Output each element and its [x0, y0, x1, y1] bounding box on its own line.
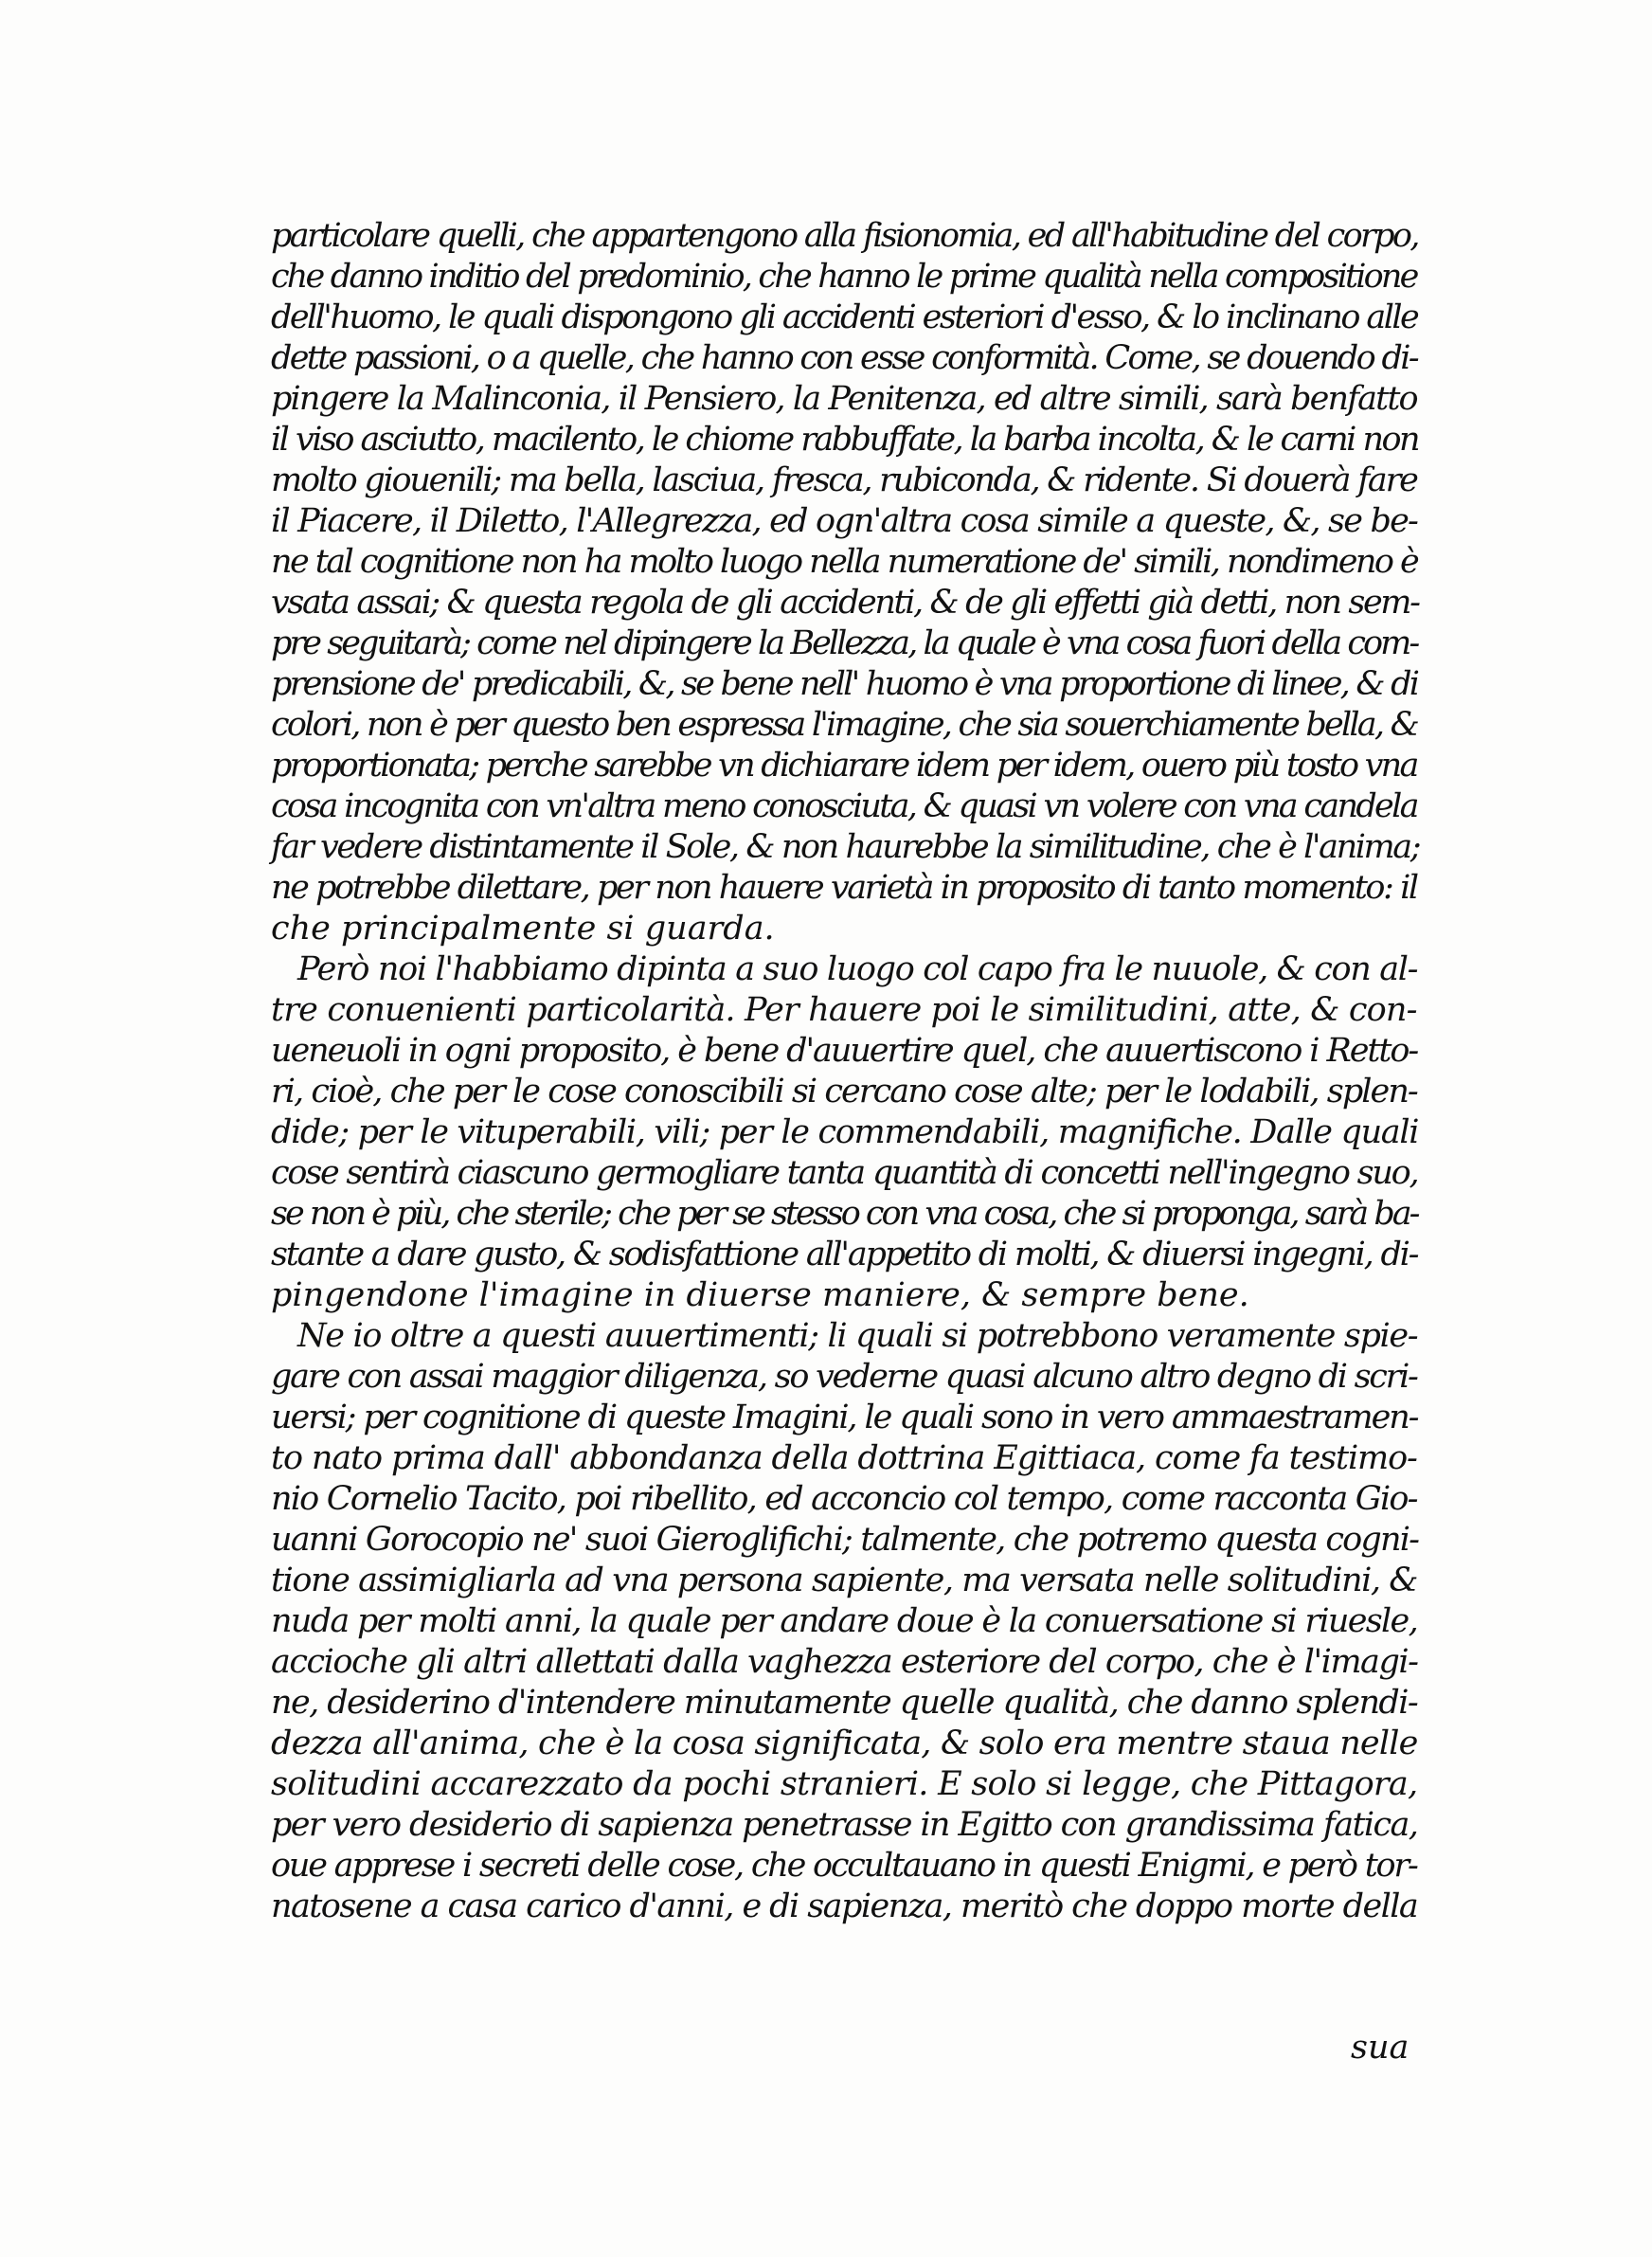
text-line: cosa incognita con vn'altra meno conosciuta, & quasi vn volere con vna candela	[271, 787, 1417, 825]
text-line: Però noi l'habbiamo dipinta a suo luogo col capo fra le nuuole, & con al-	[297, 950, 1418, 988]
text-line: nio Cornelio Tacito, poi ribellito, ed acconcio col tempo, come racconta Gio-	[271, 1480, 1417, 1518]
text-line: gare con assai maggior diligenza, so vederne quasi alcuno altro degno di scri-	[271, 1358, 1417, 1396]
text-line: uersi; per cognitione di queste Imagini, le quali sono in vero ammaestramen-	[271, 1399, 1418, 1436]
text-line: uanni Gorocopio ne' suoi Gieroglifichi; talmente, che potremo questa cogni-	[271, 1521, 1419, 1559]
text-line: ri, cioè, che per le cose conoscibili si cercano cose alte; per le lodabili, splen-	[271, 1073, 1417, 1110]
text-line: ueneuoli in ogni proposito, è bene d'auuertire quel, che auuertiscono i Retto-	[271, 1032, 1418, 1070]
text-line: il viso asciutto, macilento, le chiome rabbuffate, la barba incolta, & le carni non	[271, 421, 1419, 459]
text-line: proportionata; perche sarebbe vn dichiarare idem per idem, ouero più tosto vna	[271, 747, 1417, 785]
text-line: cose sentirà ciascuno germogliare tanta quantità di concetti nell'ingegno suo,	[271, 1154, 1418, 1192]
text-line: pingendone l'imagine in diuerse maniere, & sempre bene.	[271, 1276, 1249, 1314]
text-line: particolare quelli, che appartengono alla fisionomia, ed all'habitudine del corpo,	[271, 217, 1418, 255]
text-line: solitudini accarezzato da pochi stranieri. E solo si legge, che Pittagora,	[271, 1765, 1418, 1803]
text-line: pre seguitarà; come nel dipingere la Bellezza, la quale è vna cosa fuori della com-	[271, 624, 1418, 662]
text-line: vsata assai; & questa regola de gli accidenti, & de gli effetti già detti, non sem-	[271, 584, 1419, 622]
text-line: tre conuenienti particolarità. Per hauere poi le similitudini, atte, & con-	[271, 991, 1417, 1029]
text-line: dette passioni, o a quelle, che hanno con esse conformità. Come, se douendo di-	[271, 339, 1417, 377]
text-line: to nato prima dall' abbondanza della dottrina Egittiaca, come fa testimo-	[271, 1439, 1417, 1477]
text-line: accioche gli altri allettati dalla vaghezza esteriore del corpo, che è l'imagi-	[271, 1643, 1418, 1681]
text-line: se non è più, che sterile; che per se stesso con vna cosa, che si proponga, sarà ba-	[271, 1195, 1418, 1233]
text-line: dide; per le vituperabili, vili; per le commendabili, magnifiche. Dalle quali	[271, 1113, 1419, 1151]
text-line: ne potrebbe dilettare, per non hauere varietà in proposito di tanto momento: il	[271, 869, 1417, 907]
text-line: prensione de' predicabili, &, se bene nell' huomo è vna proportione di linee, & di	[271, 665, 1418, 703]
catchword: sua	[1351, 2029, 1410, 2067]
text-line: per vero desiderio di sapienza penetrasse in Egitto con grandissima fatica,	[271, 1806, 1418, 1844]
text-block	[271, 216, 1420, 1927]
text-line: dezza all'anima, che è la cosa significata, & solo era mentre staua nelle	[271, 1724, 1418, 1762]
text-line: ne, desiderino d'intendere minutamente quelle qualità, che danno splendi-	[271, 1684, 1418, 1722]
text-line: nuda per molti anni, la quale per andare doue è la conuersatione si riuesle,	[271, 1602, 1418, 1640]
text-line: far vedere distintamente il Sole, & non haurebbe la similitudine, che è l'anima;	[271, 828, 1420, 866]
text-line: che danno inditio del predominio, che hanno le prime qualità nella compositione	[271, 258, 1417, 296]
text-line: che principalmente si guarda.	[271, 910, 775, 948]
text-line: molto giouenili; ma bella, lasciua, fresca, rubiconda, & ridente. Si douerà fare	[271, 461, 1417, 499]
text-line: stante a dare gusto, & sodisfattione all'appetito di molti, & diuersi ingegni, di-	[271, 1236, 1418, 1273]
text-line: dell'huomo, le quali dispongono gli accidenti esteriori d'esso, & lo inclinano alle	[271, 298, 1418, 336]
text-line: ne tal cognitione non ha molto luogo nella numeratione de' simili, nondimeno è	[271, 543, 1418, 581]
text-line: Ne io oltre a questi auuertimenti; li quali si potrebbono veramente spie-	[297, 1317, 1418, 1355]
text-line: tione assimigliarla ad vna persona sapiente, ma versata nelle solitudini, &	[271, 1562, 1418, 1599]
text-line: natosene a casa carico d'anni, e di sapienza, meritò che doppo morte della	[271, 1887, 1418, 1925]
text-line: il Piacere, il Diletto, l'Allegrezza, ed ogn'altra cosa simile a queste, &, se be-	[271, 502, 1418, 540]
text-line: pingere la Malinconia, il Pensiero, la Penitenza, ed altre simili, sarà benfatto	[271, 380, 1417, 418]
text-line: colori, non è per questo ben espressa l'imagine, che sia souerchiamente bella, &	[271, 706, 1417, 744]
text-line: oue apprese i secreti delle cose, che occultauano in questi Enigmi, e però tor-	[271, 1847, 1417, 1885]
